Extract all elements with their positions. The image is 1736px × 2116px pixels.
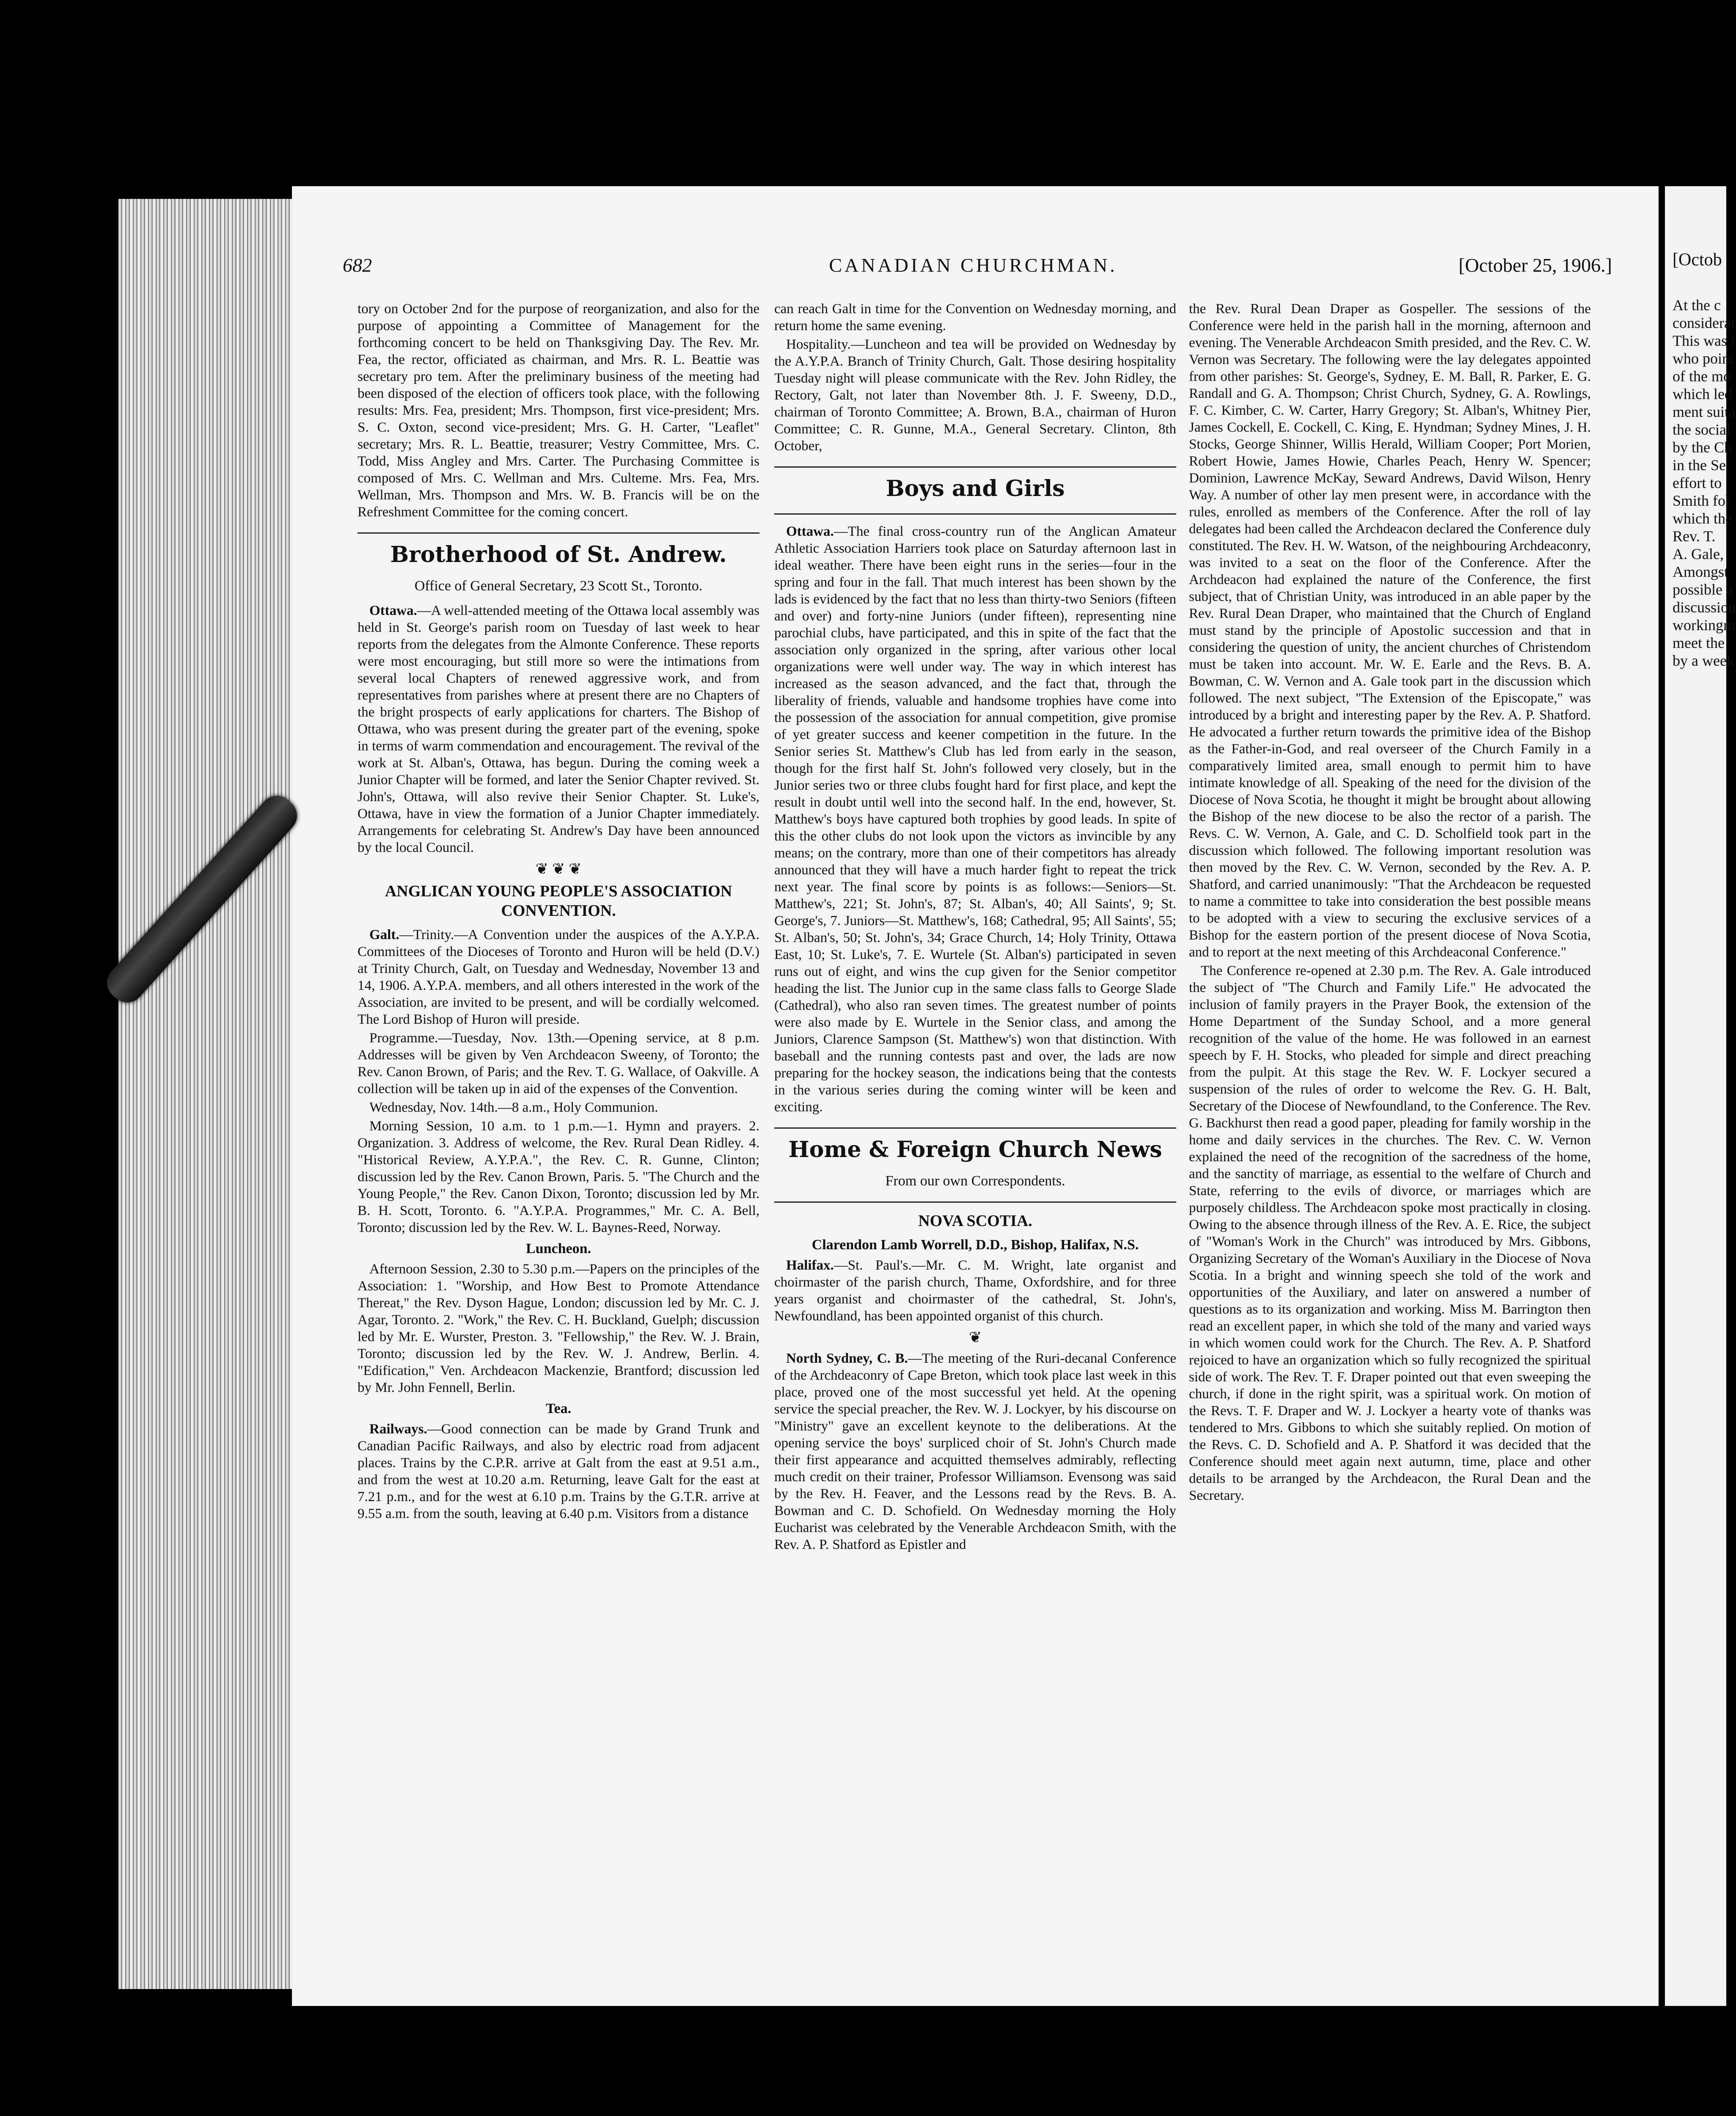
col2-intro: can reach Galt in time for the Convention on Wednesday morning, and return home the same evening. xyxy=(774,301,1176,333)
tea-heading: Tea. xyxy=(545,1401,572,1416)
ornament: ❦ xyxy=(968,1329,982,1346)
halifax-paragraph xyxy=(774,1257,1176,1325)
facing-page-line: by the Ch xyxy=(1673,439,1732,456)
facing-page-line: ment suita xyxy=(1673,403,1736,420)
boys-girls-heading: Boys and Girls xyxy=(886,476,1065,501)
facing-page-line: considerat xyxy=(1673,314,1735,331)
facing-page-line: Rev. T. xyxy=(1673,528,1716,545)
newspaper-page xyxy=(292,186,1659,2006)
facing-page-line: meet the xyxy=(1673,634,1725,651)
facing-page-line: who point xyxy=(1673,350,1734,367)
divider xyxy=(774,1127,1176,1129)
morning-paragraph: Morning Session, 10 a.m. to 1 p.m.—1. Hymn and prayers. 2. Organization. 3. Address of welcome, the Rev. Rural Dean Ridley. 4. "Historical Review, A.Y.P.A.", the Rev. C. R. Gunne, Clinton; discussion led by the Rev. Canon Brown, Paris. 5. "The Church and the Young People," the Rev. Canon Dixon, Toronto; discussion led by Mr. B. H. Scott, Toronto. 6. "A.Y.P.A. Programmes," Mr. C. A. Bell, Toronto; discussion led by the Rev. W. L. Baynes-Reed, Norway. xyxy=(358,1119,759,1235)
divider xyxy=(358,532,759,534)
ottawa-text: —A well-attended meeting of the Ottawa local assembly was held in St. George's parish room on Tuesday of last week to hear reports from the delegates from the Almonte Conference. These reports were most encouraging, but still more so were the intimations from several local Chapters of renewed aggressive work, and from representatives from parishes where at present there are no Chapters of the bright prospects of early applications for charters. The Bishop of Ottawa, who was present during the greater part of the evening, spoke in terms of warm commendation and encouragement. The revival of the work at St. Alban's, Ottawa, has begun. During the coming week a Junior Chapter will be formed, and later the Senior Chapter revived. St. John's, Ottawa, will also revive their Senior Chapter. St. Luke's, Ottawa, have in view the formation of a Junior Chapter immediately. Arrangements for celebrating St. Andrew's Day have been announced by the local Council. xyxy=(358,603,759,855)
column-1 xyxy=(358,300,759,1524)
ottawa-paragraph xyxy=(358,602,759,856)
column-2 xyxy=(774,300,1176,1555)
facing-page-line: discussion xyxy=(1673,599,1736,616)
ottawa-lead: Ottawa. xyxy=(786,524,834,539)
wednesday-paragraph: Wednesday, Nov. 14th.—8 a.m., Holy Communion. xyxy=(369,1100,658,1115)
facing-page-fragment xyxy=(1665,186,1736,2006)
north-sydney-paragraph xyxy=(774,1350,1176,1553)
facing-page-line: in the Se xyxy=(1673,457,1726,474)
issue-date: [October 25, 1906.] xyxy=(1458,254,1612,276)
halifax-text: —St. Paul's.—Mr. C. M. Wright, late organist and choirmaster of the parish church, Thame, Oxfordshire, and for three years organist and choirmaster of the cathedral, St. John's, Newfoundland, has been appointed organist of this church. xyxy=(774,1258,1176,1324)
ottawa-harriers-text: —The final cross-country run of the Anglican Amateur Athletic Association Harriers took place on Saturday afternoon last in ideal weather. There have been eight runs in the series—four in the spring and four in the fall. That much interest has been shown by the lads is evidenced by the fact that no less than thirty-two Seniors (fifteen and over) and forty-nine Juniors (under fifteen), representing nine parochial clubs, have participated, and this in spite of the fact that the association only organized in the spring, after various other local organizations were well under way. The way in which interest has increased as the season advanced, and the fact that, through the liberality of friends, valuable and handsome trophies have come into the possession of the association for annual competition, give promise of yet greater success and keener competition in the future. In the Senior series St. Matthew's Club has led from early in the season, though for the first half St. John's followed very closely, but in the Junior series two or three clubs fought hard for first place, and kept the result in doubt until well into the second half. In the end, however, St. Matthew's boys have captured both trophies by good leads. In spite of this the other clubs do not look upon the victors as invincible by any means; on the contrary, more than one of their competitors has already announced that they will have a much harder fight to repeat the trick next year. The final score by points is as follows:—Seniors—St. Matthew's, 221; St. John's, 87; St. Alban's, 40; All Saints', 9; St. George's, 7. Juniors—St. Matthew's, 168; Cathedral, 95; All Saints', 55; St. Alban's, 50; St. John's, 34; Grace Church, 14; Holy Trinity, Ottawa East, 10; St. Luke's, 7. E. Wurtele (St. Alban's) participated in seven runs out of eight, and wins the cup given for the Senior competitor heading the list. The Junior cup in the same class falls to George Slade (Cathedral), who also ran seven times. The greatest number of points were also made by E. Wurtele in the Senior class, and among the Juniors, Clarence Sampson (St. Matthew's) won that distinction. With baseball and the running contests past and over, the lads are now preparing for the hockey season, the indications being that the contests in the various series during the coming winter will be keen and exciting. xyxy=(774,524,1176,1115)
office-line: Office of General Secretary, 23 Scott St., Toronto. xyxy=(414,578,703,594)
ottawa-harriers-paragraph xyxy=(774,523,1176,1116)
galt-lead: Galt. xyxy=(369,927,399,942)
railways-paragraph xyxy=(358,1421,759,1522)
north-sydney-text: —The meeting of the Ruri-decanal Conference of the Archdeaconry of Cape Breton, which took place last week in this place, proved one of the most successful yet held. At the opening service the special preacher, the Rev. W. J. Lockyer, by his discourse on "Ministry" gave an excellent keynote to the deliberations. At the opening service the boys' surpliced choir of St. John's Church made their first appearance and acquitted themselves admirably, reflecting much credit on their trainer, Professor Williamson. Evensong was said by the Rev. H. Feaver, and the Lessons read by the Revs. B. A. Bowman and C. D. Schofield. On Wednesday morning the Holy Eucharist was celebrated by the Venerable Archdeacon Smith, with the Rev. A. P. Shatford as Epistler and xyxy=(774,1351,1176,1552)
divider xyxy=(774,466,1176,468)
aypa-heading: ANGLICAN YOUNG PEOPLE'S ASSOCIATION CONVENTION. xyxy=(385,882,732,920)
facing-page-line: effort to xyxy=(1673,474,1722,491)
intro-paragraph: tory on October 2nd for the purpose of reorganization, and also for the purpose of appointing a Committee of Management for the forthcoming concert to be held on Thanksgiving Day. The Rev. Mr. Fea, the rector, officiated as chairman, and Mrs. R. L. Beattie was secretary pro tem. After the preliminary business of the meeting had been disposed of the election of officers took place, with the following results: Mrs. Fea, president; Mrs. Thompson, first vice-president; Mrs. S. C. Oxton, second vice-president; Mrs. G. H. Carter, "Leaflet" secretary; Mrs. R. L. Beattie, treasurer; Vestry Committee, Mrs. C. Todd, Miss Angley and Mrs. Carter. The Purchasing Committee is composed of Mrs. C. Wellman and Mrs. Culteme. Mrs. Fea, Mrs. Wellman, Mrs. Thompson and Mrs. W. B. Francis will be on the Refreshment Committee for the coming concert. xyxy=(358,301,759,520)
facing-page-line: which led xyxy=(1673,386,1732,402)
facing-page-line: A. Gale, xyxy=(1673,546,1724,562)
brotherhood-heading: Brotherhood of St. Andrew. xyxy=(390,542,727,568)
halifax-lead: Halifax. xyxy=(786,1258,834,1273)
facing-page-line: which the xyxy=(1673,510,1732,527)
conference-paragraph-2: The Conference re-opened at 2.30 p.m. The Rev. A. Gale introduced the subject of "The Church and Family Life." He advocated the inclusion of family prayers in the Prayer Book, the extension of the Home Department of the Sunday School, and a more general recognition of the value of the home. He was followed in an earnest speech by F. H. Stocks, who pleaded for simple and direct preaching from the pulpit. At this stage the Rev. W. F. Lockyer secured a suspension of the rules of order to welcome the Rev. G. H. Balt, Secretary of the Diocese of Newfoundland, to the Conference. The Rev. G. Backhurst then read a good paper, pleading for family worship in the home and daily services in the churches. The Rev. C. W. Vernon explained the need of the recognition of the sacredness of the home, and the sanctity of marriage, as essential to the welfare of Church and State, referring to the evils of divorce, or marriages which are purposely childless. The Archdeacon spoke most practically in closing. Owing to the absence through illness of the Rev. A. E. Rice, the subject of "Woman's Work in the Church" was introduced by Mrs. Gibbons, Organizing Secretary of the Woman's Auxiliary in the Diocese of Nova Scotia. In a bright and winning speech she told of the work and opportunities of the Auxiliary, and later on answered a number of questions as to its organization and working. Miss M. Barrington then read an excellent paper, in which she told of the many and varied ways in which women could work for the Church. The Rev. A. P. Shatford rejoiced to have an organization which so fully recognized the spiritual side of work. The Rev. T. F. Draper pointed out that even sweeping the church, if done in the right spirit, was a spiritual work. On motion of the Revs. T. F. Draper and W. J. Lockyer a hearty vote of thanks was tendered to Mrs. Gibbons to which she suitably replied. On motion of the Revs. C. D. Schofield and A. P. Shatford it was decided that the Conference should meet again next autumn, time, place and other details to be arranged by the Archdeacon, the Rural Dean and the Secretary. xyxy=(1189,963,1591,1503)
programme-paragraph: Programme.—Tuesday, Nov. 13th.—Opening service, at 8 p.m. Addresses will be given by Ven Archdeacon Sweeny, of Toronto; the Rev. Canon Brown, of Paris; and the Rev. T. G. Wallace, of Oakville. A collection will be taken up in aid of the expenses of the Convention. xyxy=(358,1030,759,1097)
railways-lead: Railways. xyxy=(369,1422,427,1437)
divider xyxy=(774,513,1176,515)
facing-page-header: [Octob xyxy=(1673,250,1722,270)
facing-page-line: Amongst xyxy=(1673,563,1729,580)
facing-page-line: possible a xyxy=(1673,581,1733,598)
hospitality-paragraph: Hospitality.—Luncheon and tea will be provided on Wednesday by the A.Y.P.A. Branch of Trinity Church, Galt. Those desiring hospitality Tuesday night will please communicate with the Rev. John Ridley, the Rectory, Galt, not later than November 8th. J. F. Sweeny, D.D., chairman of Toronto Committee; A. Brown, B.A., chairman of Huron Committee; C. R. Gunne, M.A., General Secretary. Clinton, 8th October, xyxy=(774,337,1176,454)
facing-page-line: the social xyxy=(1673,421,1730,438)
ottawa-lead: Ottawa. xyxy=(369,603,417,618)
publication-title: CANADIAN CHURCHMAN. xyxy=(829,254,1117,276)
galt-text: —Trinity.—A Convention under the auspices of the A.Y.P.A. Committees of the Dioceses of Toronto and Huron will be held (D.V.) at Trinity Church, Galt, on Tuesday and Wednesday, November 13 and 14, 1906. A.Y.P.A. members, and all others interested in the work of the Association, are invited to be present, and will be cordially welcomed. The Lord Bishop of Huron will preside. xyxy=(358,927,759,1027)
north-sydney-lead: North Sydney, C. B. xyxy=(786,1351,908,1366)
facing-page-line: Smith fol xyxy=(1673,492,1730,509)
facing-page-line: by a week xyxy=(1673,652,1734,669)
luncheon-heading: Luncheon. xyxy=(526,1241,591,1256)
page-number: 682 xyxy=(343,254,372,276)
home-foreign-heading: Home & Foreign Church News xyxy=(788,1137,1162,1163)
divider xyxy=(774,1201,1176,1203)
conference-paragraph-1: the Rev. Rural Dean Draper as Gospeller. The sessions of the Conference were held in the parish hall in the morning, afternoon and evening. The Venerable Archdeacon Smith presided, and the Rev. C. W. Vernon was Secretary. The following were the lay delegates appointed from other parishes: St. George's, Sydney, E. M. Ball, R. Parker, E. G. Randall and G. A. Thompson; Christ Church, Sydney, G. A. Rowlings, F. C. Kimber, C. W. Carter, Harry Gregory; St. Alban's, Whitney Pier, James Cockell, E. Cockell, C. King, E. Hyndman; Sydney Mines, J. H. Stocks, George Shinner, Willis Herald, William Cooper; Port Morien, Robert Howie, James Howie, Charles Peach, Henry W. Spencer; Dominion, Lawrence McKay, Seward Andrews, David Wilson, Henry Way. A number of other lay men present were, in accordance with the rules, enrolled as members of the Conference. After the roll of lay delegates had been called the Archdeacon declared the Conference duly constituted. The Rev. H. W. Watson, of the neighbouring Archdeaconry, was invited to a seat on the floor of the Conference. After the Archdeacon had explained the nature of the Conference, the first subject, that of Christian Unity, was introduced in an able paper by the Rev. Rural Dean Draper, who maintained that the Church of England must stand by the principle of Apostolic succession and that in considering the question of unity, the ancient churches of Christendom must be taken into account. Mr. W. E. Earle and the Revs. B. A. Bowman, C. W. Vernon and A. Gale took part in the discussion which followed. The next subject, "The Extension of the Episcopate," was introduced by a bright and interesting paper by the Rev. A. P. Shatford. He advocated a further return towards the primitive idea of the Bishop as the Father-in-God, and real overseer of the Church Family in a comparatively limited area, small enough to permit him to have intimate knowledge of all. Speaking of the need for the division of the Diocese of Nova Scotia, he thought it might be brought about allowing the Bishop of the new diocese to be also the rector of a parish. The Revs. C. W. Vernon, A. Gale, and C. D. Scholfield took part in the discussion which followed. The following important resolution was then moved by the Rev. C. W. Vernon, seconded by the Rev. A. P. Shatford, and carried unanimously: "That the Archdeacon be requested to name a committee to take into consideration the best possible means to be adopted with a view to securing the exclusive services of a Bishop for the eastern portion of the present diocese of Nova Scotia, and to report at the next meeting of this Archdeaconal Conference." xyxy=(1189,301,1591,960)
facing-page-line: At the c xyxy=(1673,297,1721,314)
nova-scotia-heading: NOVA SCOTIA. xyxy=(918,1212,1032,1230)
facing-page-line: of the mo xyxy=(1673,368,1731,385)
galt-paragraph xyxy=(358,926,759,1028)
facing-page-line: This was i xyxy=(1673,332,1735,349)
afternoon-paragraph: Afternoon Session, 2.30 to 5.30 p.m.—Papers on the principles of the Association: 1. "Worship, and How Best to Promote Attendance Thereat," the Rev. Dyson Hague, London; discussion led by Mr. C. J. Agar, Toronto. 2. "Work," the Rev. C. H. Buckland, Guelph; discussion led by Mr. E. Wurster, Preston. 3. "Fellowship," the Rev. W. J. Brain, Toronto; discussion led by the Rev. W. J. Andrew, Berlin. 4. "Edification," Ven. Archdeacon Mackenzie, Brantford; discussion led by Mr. John Fennell, Berlin. xyxy=(358,1262,759,1395)
correspondents-subheading: From our own Correspondents. xyxy=(885,1173,1065,1189)
column-3 xyxy=(1189,300,1591,1506)
ornament: ❦ ❦ ❦ xyxy=(535,860,582,877)
book-page-edges xyxy=(118,199,296,1989)
railways-text: —Good connection can be made by Grand Trunk and Canadian Pacific Railways, and also by electric road from adjacent places. Trains by the C.P.R. arrive at Galt from the east at 9.51 a.m., and from the west at 10.20 a.m. Returning, leave Galt for the east at 7.21 p.m., and for the west at 6.10 p.m. Trains by the G.T.R. arrive at 9.55 a.m. from the south, leaving at 6.40 p.m. Visitors from a distance xyxy=(358,1422,759,1521)
facing-page-line: workingm xyxy=(1673,617,1735,634)
bishop-line: Clarendon Lamb Worrell, D.D., Bishop, Halifax, N.S. xyxy=(812,1237,1139,1253)
page-header xyxy=(317,254,1629,284)
